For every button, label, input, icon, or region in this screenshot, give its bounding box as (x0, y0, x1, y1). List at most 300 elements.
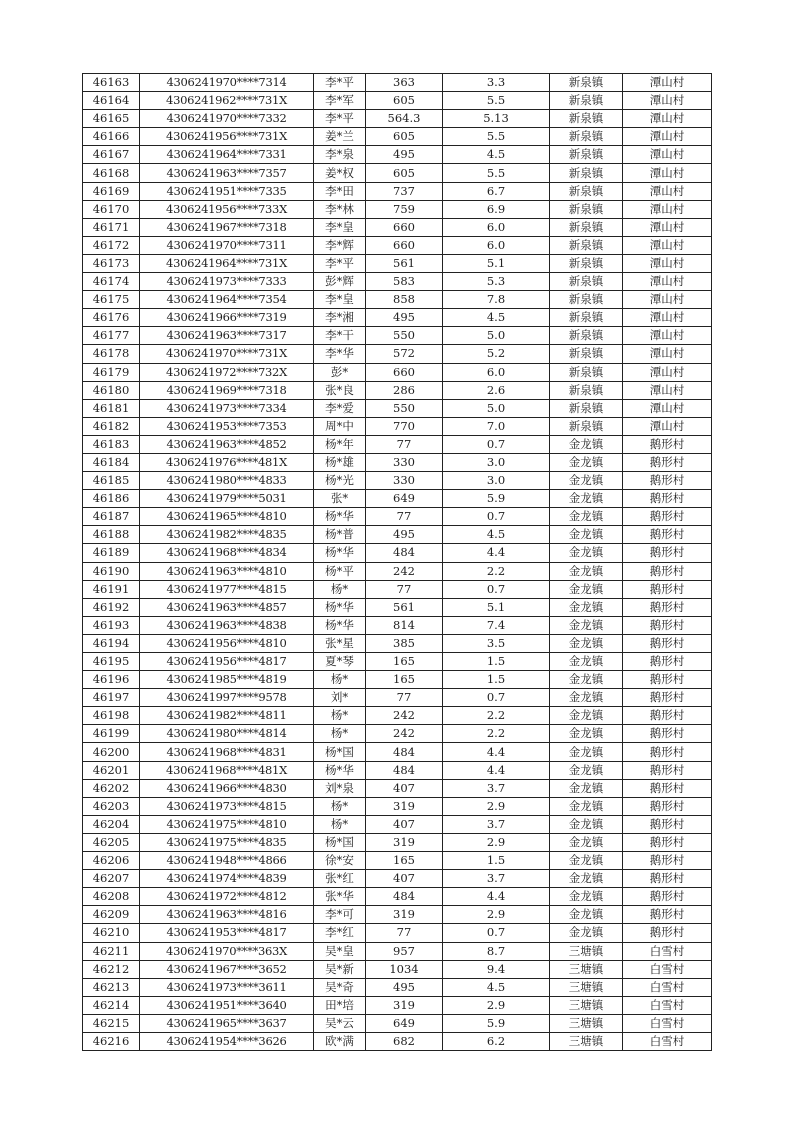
amount-cell: 660 (366, 236, 443, 254)
village-cell: 鹅形村 (623, 779, 712, 797)
town-cell: 新泉镇 (550, 381, 623, 399)
table-row (83, 960, 712, 978)
id-number-cell: 4306241973****4815 (140, 797, 314, 815)
town-cell: 金龙镇 (550, 761, 623, 779)
village-cell: 潭山村 (623, 273, 712, 291)
table-row (83, 254, 712, 272)
town-cell: 新泉镇 (550, 92, 623, 110)
area-cell: 4.4 (443, 544, 550, 562)
table-row (83, 74, 712, 92)
id-number-cell: 4306241948****4866 (140, 852, 314, 870)
name-cell: 李*爱 (314, 399, 366, 417)
table-row (83, 779, 712, 797)
area-cell: 5.9 (443, 1014, 550, 1032)
id-number-cell: 4306241985****4819 (140, 671, 314, 689)
area-cell: 4.4 (443, 761, 550, 779)
amount-cell: 242 (366, 707, 443, 725)
table-row (83, 92, 712, 110)
name-cell: 张*红 (314, 870, 366, 888)
row-number-cell: 46185 (83, 472, 140, 490)
area-cell: 5.2 (443, 345, 550, 363)
town-cell: 三塘镇 (550, 1032, 623, 1050)
area-cell: 6.0 (443, 218, 550, 236)
amount-cell: 319 (366, 833, 443, 851)
area-cell: 6.0 (443, 236, 550, 254)
table-row (83, 544, 712, 562)
town-cell: 新泉镇 (550, 345, 623, 363)
village-cell: 鹅形村 (623, 671, 712, 689)
town-cell: 金龙镇 (550, 435, 623, 453)
table-row (83, 327, 712, 345)
amount-cell: 814 (366, 616, 443, 634)
town-cell: 金龙镇 (550, 707, 623, 725)
name-cell: 姜*权 (314, 164, 366, 182)
town-cell: 新泉镇 (550, 218, 623, 236)
village-cell: 潭山村 (623, 417, 712, 435)
table-row (83, 490, 712, 508)
name-cell: 李*田 (314, 182, 366, 200)
amount-cell: 770 (366, 417, 443, 435)
row-number-cell: 46211 (83, 942, 140, 960)
area-cell: 2.9 (443, 833, 550, 851)
name-cell: 欧*满 (314, 1032, 366, 1050)
area-cell: 9.4 (443, 960, 550, 978)
area-cell: 5.5 (443, 128, 550, 146)
area-cell: 8.7 (443, 942, 550, 960)
id-number-cell: 4306241970****7311 (140, 236, 314, 254)
table-row (83, 1032, 712, 1050)
row-number-cell: 46180 (83, 381, 140, 399)
table-row (83, 761, 712, 779)
amount-cell: 605 (366, 128, 443, 146)
amount-cell: 605 (366, 92, 443, 110)
id-number-cell: 4306241963****7317 (140, 327, 314, 345)
amount-cell: 660 (366, 363, 443, 381)
area-cell: 4.5 (443, 309, 550, 327)
table-row (83, 110, 712, 128)
town-cell: 三塘镇 (550, 996, 623, 1014)
village-cell: 潭山村 (623, 309, 712, 327)
id-number-cell: 4306241973****7333 (140, 273, 314, 291)
area-cell: 5.0 (443, 327, 550, 345)
id-number-cell: 4306241962****731X (140, 92, 314, 110)
id-number-cell: 4306241967****3652 (140, 960, 314, 978)
name-cell: 李*平 (314, 110, 366, 128)
name-cell: 吴*奇 (314, 978, 366, 996)
amount-cell: 605 (366, 164, 443, 182)
name-cell: 杨*华 (314, 508, 366, 526)
id-number-cell: 4306241963****4810 (140, 562, 314, 580)
name-cell: 杨*平 (314, 562, 366, 580)
town-cell: 三塘镇 (550, 1014, 623, 1032)
id-number-cell: 4306241956****4810 (140, 634, 314, 652)
town-cell: 金龙镇 (550, 743, 623, 761)
table-row (83, 707, 712, 725)
amount-cell: 649 (366, 490, 443, 508)
town-cell: 新泉镇 (550, 128, 623, 146)
name-cell: 张*良 (314, 381, 366, 399)
id-number-cell: 4306241975****4835 (140, 833, 314, 851)
town-cell: 新泉镇 (550, 236, 623, 254)
village-cell: 白雪村 (623, 960, 712, 978)
village-cell: 鹅形村 (623, 580, 712, 598)
town-cell: 金龙镇 (550, 833, 623, 851)
name-cell: 杨* (314, 671, 366, 689)
area-cell: 7.8 (443, 291, 550, 309)
data-table (82, 73, 712, 1051)
area-cell: 6.0 (443, 363, 550, 381)
village-cell: 鹅形村 (623, 725, 712, 743)
name-cell: 李*皇 (314, 218, 366, 236)
area-cell: 2.2 (443, 725, 550, 743)
id-number-cell: 4306241966****4830 (140, 779, 314, 797)
row-number-cell: 46208 (83, 888, 140, 906)
amount-cell: 319 (366, 996, 443, 1014)
table-row (83, 580, 712, 598)
table-row (83, 128, 712, 146)
row-number-cell: 46200 (83, 743, 140, 761)
row-number-cell: 46187 (83, 508, 140, 526)
village-cell: 潭山村 (623, 345, 712, 363)
village-cell: 潭山村 (623, 218, 712, 236)
row-number-cell: 46215 (83, 1014, 140, 1032)
row-number-cell: 46177 (83, 327, 140, 345)
row-number-cell: 46165 (83, 110, 140, 128)
table-row (83, 164, 712, 182)
row-number-cell: 46176 (83, 309, 140, 327)
name-cell: 杨*光 (314, 472, 366, 490)
village-cell: 潭山村 (623, 164, 712, 182)
area-cell: 4.5 (443, 526, 550, 544)
table-row (83, 671, 712, 689)
town-cell: 新泉镇 (550, 146, 623, 164)
town-cell: 新泉镇 (550, 254, 623, 272)
town-cell: 金龙镇 (550, 580, 623, 598)
name-cell: 杨*普 (314, 526, 366, 544)
table-row (83, 634, 712, 652)
id-number-cell: 4306241965****3637 (140, 1014, 314, 1032)
village-cell: 鹅形村 (623, 833, 712, 851)
table-row (83, 653, 712, 671)
row-number-cell: 46190 (83, 562, 140, 580)
area-cell: 1.5 (443, 852, 550, 870)
area-cell: 2.6 (443, 381, 550, 399)
town-cell: 新泉镇 (550, 110, 623, 128)
id-number-cell: 4306241964****7354 (140, 291, 314, 309)
amount-cell: 330 (366, 453, 443, 471)
name-cell: 杨*华 (314, 544, 366, 562)
table-row (83, 978, 712, 996)
id-number-cell: 4306241963****4852 (140, 435, 314, 453)
area-cell: 2.9 (443, 797, 550, 815)
id-number-cell: 4306241956****4817 (140, 653, 314, 671)
name-cell: 杨* (314, 580, 366, 598)
amount-cell: 495 (366, 978, 443, 996)
row-number-cell: 46172 (83, 236, 140, 254)
id-number-cell: 4306241977****4815 (140, 580, 314, 598)
amount-cell: 484 (366, 544, 443, 562)
row-number-cell: 46166 (83, 128, 140, 146)
town-cell: 三塘镇 (550, 978, 623, 996)
village-cell: 鹅形村 (623, 634, 712, 652)
town-cell: 新泉镇 (550, 327, 623, 345)
village-cell: 潭山村 (623, 254, 712, 272)
id-number-cell: 4306241974****4839 (140, 870, 314, 888)
name-cell: 杨*华 (314, 616, 366, 634)
id-number-cell: 4306241956****733X (140, 200, 314, 218)
area-cell: 1.5 (443, 671, 550, 689)
town-cell: 三塘镇 (550, 942, 623, 960)
amount-cell: 385 (366, 634, 443, 652)
id-number-cell: 4306241951****7335 (140, 182, 314, 200)
village-cell: 鹅形村 (623, 743, 712, 761)
area-cell: 1.5 (443, 653, 550, 671)
village-cell: 白雪村 (623, 1014, 712, 1032)
amount-cell: 77 (366, 689, 443, 707)
row-number-cell: 46169 (83, 182, 140, 200)
name-cell: 杨* (314, 707, 366, 725)
amount-cell: 682 (366, 1032, 443, 1050)
town-cell: 金龙镇 (550, 797, 623, 815)
village-cell: 鹅形村 (623, 906, 712, 924)
town-cell: 金龙镇 (550, 544, 623, 562)
name-cell: 李*平 (314, 74, 366, 92)
village-cell: 潭山村 (623, 363, 712, 381)
area-cell: 6.7 (443, 182, 550, 200)
row-number-cell: 46171 (83, 218, 140, 236)
village-cell: 潭山村 (623, 110, 712, 128)
table-row (83, 182, 712, 200)
village-cell: 潭山村 (623, 92, 712, 110)
amount-cell: 484 (366, 743, 443, 761)
amount-cell: 495 (366, 526, 443, 544)
amount-cell: 572 (366, 345, 443, 363)
id-number-cell: 4306241975****4810 (140, 815, 314, 833)
row-number-cell: 46209 (83, 906, 140, 924)
row-number-cell: 46201 (83, 761, 140, 779)
village-cell: 白雪村 (623, 1032, 712, 1050)
row-number-cell: 46163 (83, 74, 140, 92)
town-cell: 新泉镇 (550, 200, 623, 218)
table-row (83, 598, 712, 616)
amount-cell: 407 (366, 779, 443, 797)
village-cell: 鹅形村 (623, 453, 712, 471)
row-number-cell: 46188 (83, 526, 140, 544)
town-cell: 金龙镇 (550, 852, 623, 870)
village-cell: 鹅形村 (623, 562, 712, 580)
amount-cell: 1034 (366, 960, 443, 978)
table-row (83, 309, 712, 327)
name-cell: 张*星 (314, 634, 366, 652)
row-number-cell: 46203 (83, 797, 140, 815)
amount-cell: 858 (366, 291, 443, 309)
name-cell: 李*辉 (314, 236, 366, 254)
name-cell: 刘* (314, 689, 366, 707)
area-cell: 5.9 (443, 490, 550, 508)
id-number-cell: 4306241963****4857 (140, 598, 314, 616)
area-cell: 0.7 (443, 924, 550, 942)
table-row (83, 146, 712, 164)
area-cell: 4.5 (443, 978, 550, 996)
village-cell: 白雪村 (623, 996, 712, 1014)
amount-cell: 495 (366, 309, 443, 327)
town-cell: 新泉镇 (550, 182, 623, 200)
town-cell: 金龙镇 (550, 490, 623, 508)
row-number-cell: 46206 (83, 852, 140, 870)
table-row (83, 562, 712, 580)
name-cell: 杨*华 (314, 598, 366, 616)
name-cell: 刘*泉 (314, 779, 366, 797)
area-cell: 3.0 (443, 472, 550, 490)
area-cell: 3.0 (443, 453, 550, 471)
table-row (83, 526, 712, 544)
amount-cell: 561 (366, 598, 443, 616)
town-cell: 新泉镇 (550, 309, 623, 327)
area-cell: 5.0 (443, 399, 550, 417)
id-number-cell: 4306241966****7319 (140, 309, 314, 327)
town-cell: 金龙镇 (550, 779, 623, 797)
id-number-cell: 4306241964****731X (140, 254, 314, 272)
village-cell: 潭山村 (623, 381, 712, 399)
table-row (83, 870, 712, 888)
table-body (83, 74, 712, 1051)
name-cell: 李*湘 (314, 309, 366, 327)
name-cell: 吴*云 (314, 1014, 366, 1032)
area-cell: 6.9 (443, 200, 550, 218)
name-cell: 杨*国 (314, 833, 366, 851)
name-cell: 李*可 (314, 906, 366, 924)
id-number-cell: 4306241953****7353 (140, 417, 314, 435)
id-number-cell: 4306241954****3626 (140, 1032, 314, 1050)
id-number-cell: 4306241970****7314 (140, 74, 314, 92)
town-cell: 金龙镇 (550, 472, 623, 490)
town-cell: 金龙镇 (550, 562, 623, 580)
town-cell: 金龙镇 (550, 888, 623, 906)
id-number-cell: 4306241973****3611 (140, 978, 314, 996)
village-cell: 鹅形村 (623, 616, 712, 634)
village-cell: 潭山村 (623, 182, 712, 200)
village-cell: 潭山村 (623, 128, 712, 146)
row-number-cell: 46183 (83, 435, 140, 453)
amount-cell: 242 (366, 562, 443, 580)
table-row (83, 453, 712, 471)
row-number-cell: 46213 (83, 978, 140, 996)
table-row (83, 363, 712, 381)
amount-cell: 561 (366, 254, 443, 272)
town-cell: 金龙镇 (550, 671, 623, 689)
town-cell: 金龙镇 (550, 508, 623, 526)
town-cell: 三塘镇 (550, 960, 623, 978)
village-cell: 潭山村 (623, 200, 712, 218)
id-number-cell: 4306241979****5031 (140, 490, 314, 508)
village-cell: 鹅形村 (623, 888, 712, 906)
table-row (83, 1014, 712, 1032)
town-cell: 金龙镇 (550, 598, 623, 616)
area-cell: 3.7 (443, 870, 550, 888)
name-cell: 杨*国 (314, 743, 366, 761)
name-cell: 李*林 (314, 200, 366, 218)
amount-cell: 550 (366, 399, 443, 417)
name-cell: 李*泉 (314, 146, 366, 164)
area-cell: 5.5 (443, 92, 550, 110)
name-cell: 周*中 (314, 417, 366, 435)
village-cell: 鹅形村 (623, 761, 712, 779)
name-cell: 张* (314, 490, 366, 508)
table-row (83, 218, 712, 236)
id-number-cell: 4306241970****363X (140, 942, 314, 960)
table-row (83, 996, 712, 1014)
row-number-cell: 46216 (83, 1032, 140, 1050)
id-number-cell: 4306241980****4833 (140, 472, 314, 490)
row-number-cell: 46212 (83, 960, 140, 978)
village-cell: 鹅形村 (623, 689, 712, 707)
table-row (83, 852, 712, 870)
amount-cell: 957 (366, 942, 443, 960)
table-row (83, 689, 712, 707)
id-number-cell: 4306241963****4838 (140, 616, 314, 634)
area-cell: 4.4 (443, 888, 550, 906)
id-number-cell: 4306241972****732X (140, 363, 314, 381)
town-cell: 金龙镇 (550, 689, 623, 707)
table-row (83, 472, 712, 490)
name-cell: 张*华 (314, 888, 366, 906)
amount-cell: 759 (366, 200, 443, 218)
village-cell: 潭山村 (623, 399, 712, 417)
village-cell: 鹅形村 (623, 924, 712, 942)
amount-cell: 286 (366, 381, 443, 399)
row-number-cell: 46202 (83, 779, 140, 797)
amount-cell: 330 (366, 472, 443, 490)
town-cell: 新泉镇 (550, 417, 623, 435)
village-cell: 鹅形村 (623, 598, 712, 616)
amount-cell: 77 (366, 924, 443, 942)
row-number-cell: 46189 (83, 544, 140, 562)
row-number-cell: 46210 (83, 924, 140, 942)
area-cell: 4.5 (443, 146, 550, 164)
village-cell: 潭山村 (623, 236, 712, 254)
name-cell: 杨*雄 (314, 453, 366, 471)
amount-cell: 407 (366, 870, 443, 888)
amount-cell: 77 (366, 435, 443, 453)
area-cell: 7.0 (443, 417, 550, 435)
id-number-cell: 4306241970****7332 (140, 110, 314, 128)
id-number-cell: 4306241956****731X (140, 128, 314, 146)
town-cell: 金龙镇 (550, 453, 623, 471)
name-cell: 吴*新 (314, 960, 366, 978)
id-number-cell: 4306241982****4835 (140, 526, 314, 544)
village-cell: 鹅形村 (623, 435, 712, 453)
village-cell: 潭山村 (623, 146, 712, 164)
table-row (83, 888, 712, 906)
village-cell: 鹅形村 (623, 526, 712, 544)
row-number-cell: 46191 (83, 580, 140, 598)
village-cell: 白雪村 (623, 942, 712, 960)
name-cell: 李*军 (314, 92, 366, 110)
row-number-cell: 46192 (83, 598, 140, 616)
amount-cell: 484 (366, 888, 443, 906)
area-cell: 3.5 (443, 634, 550, 652)
name-cell: 田*培 (314, 996, 366, 1014)
village-cell: 鹅形村 (623, 707, 712, 725)
village-cell: 鹅形村 (623, 490, 712, 508)
town-cell: 金龙镇 (550, 815, 623, 833)
amount-cell: 319 (366, 906, 443, 924)
village-cell: 白雪村 (623, 978, 712, 996)
name-cell: 李*干 (314, 327, 366, 345)
village-cell: 鹅形村 (623, 815, 712, 833)
row-number-cell: 46168 (83, 164, 140, 182)
town-cell: 金龙镇 (550, 870, 623, 888)
